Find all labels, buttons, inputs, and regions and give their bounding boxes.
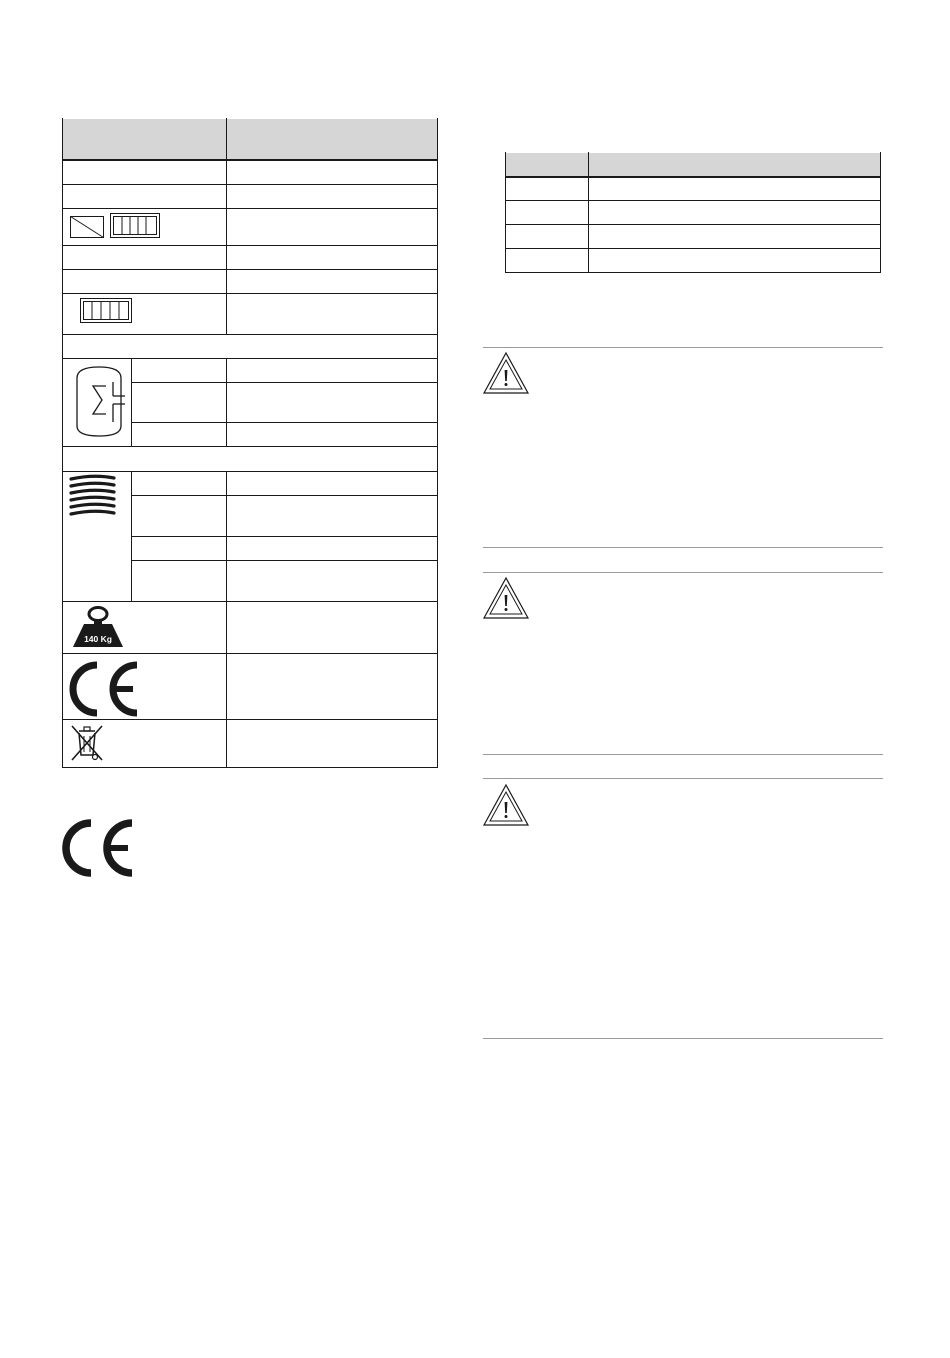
warning-triangle-icon xyxy=(482,351,530,395)
weee-bin-icon xyxy=(69,723,105,763)
spec-table-header xyxy=(63,119,437,160)
warning-triangle-icon xyxy=(482,576,530,620)
warning-triangle-icon xyxy=(482,783,530,827)
ce-mark-icon xyxy=(62,819,134,877)
wiring-terminal-icon xyxy=(110,213,160,238)
storage-tank-icon xyxy=(73,364,125,439)
ce-mark-icon xyxy=(69,661,141,717)
ac-connection-icon xyxy=(70,216,104,238)
weight-label: 140 Kg xyxy=(84,634,112,644)
wiring-terminal-icon xyxy=(80,298,132,323)
small-table-header xyxy=(506,153,880,176)
heating-coil-icon xyxy=(68,474,120,520)
weight-icon xyxy=(70,605,126,649)
